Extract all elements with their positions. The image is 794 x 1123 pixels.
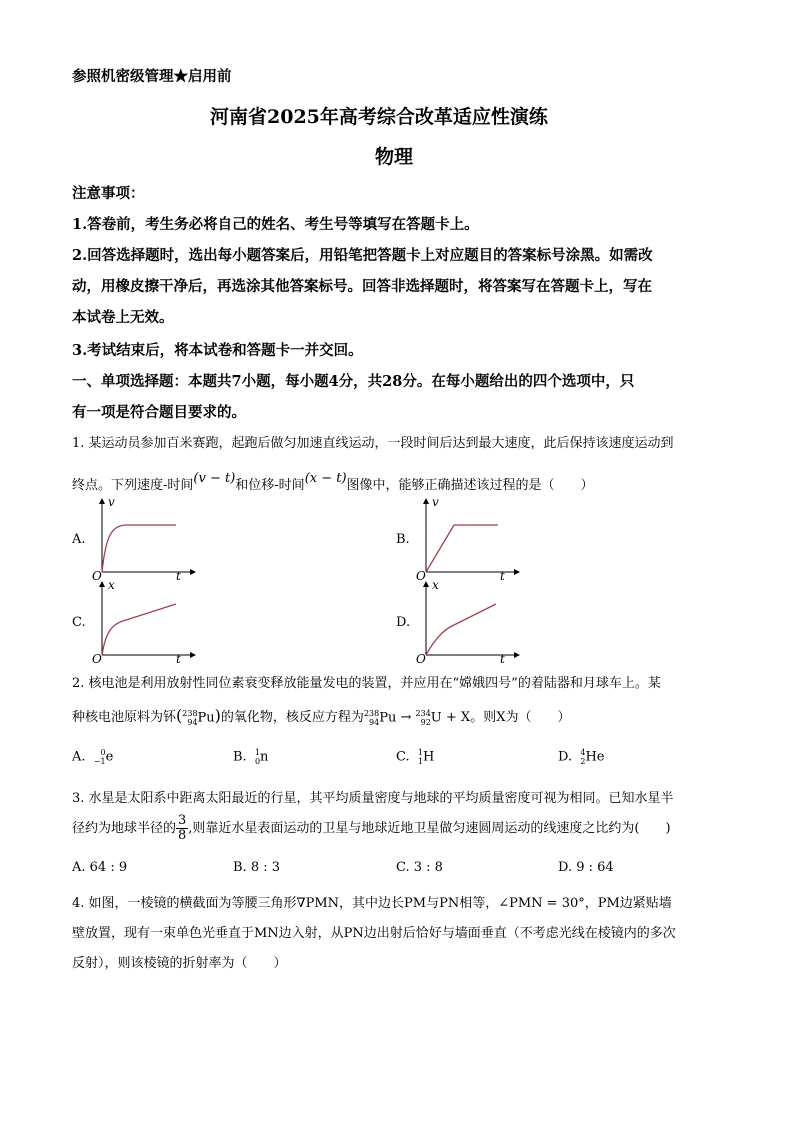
q3-option-c[interactable]: C. 3 : 8: [396, 860, 443, 875]
q1-text-a: 终点。下列速度-时间: [72, 478, 194, 493]
subject-title: 物理: [375, 146, 414, 168]
q3-option-a[interactable]: A. 64 : 9: [72, 860, 128, 875]
q1-graph-c-t-label: t: [176, 652, 181, 666]
q1-graph-d-t-label: t: [500, 652, 505, 666]
q1-graph-c-origin: O: [92, 652, 102, 666]
q1-option-c-label[interactable]: C.: [72, 615, 86, 630]
notes-item-2-line-2: 动，用橡皮擦干净后，再选涂其他答案标号。回答非选择题时，将答案写在答题卡上，写在: [72, 278, 652, 295]
q3-fraction: $\frac{3}{8}$: [178, 813, 187, 843]
q2-option-a[interactable]: A. 0 −1 e: [72, 748, 114, 766]
q3-option-b[interactable]: B. 8 : 3: [233, 860, 281, 875]
q1-graph-a[interactable]: [90, 494, 200, 584]
q1-graph-b-v-label: v: [432, 495, 439, 509]
q3-option-d[interactable]: D. 9 : 64: [558, 860, 614, 875]
q2-stem-line-2: 种核电池原料为钚( 238 94 Pu)的氧化物，核反应方程为 238 94 Pu → 234 92 U + X。则X为（ ）: [72, 706, 571, 727]
q3-text-b: ,则靠近水星表面运动的卫星与地球近地卫星做匀速圆周运动的线速度之比约为( ): [188, 821, 671, 836]
q1-graph-b[interactable]: [414, 494, 524, 584]
q2-text-c: 。则X为（ ）: [470, 710, 571, 725]
q2-plus-x: + X: [445, 710, 471, 725]
q1-graph-c[interactable]: [90, 577, 200, 667]
q2-stem-line-1: 2. 核电池是利用放射性同位素衰变释放能量发电的装置，并应用在“嫦娥四号”的着陆器和月球车上。某: [72, 676, 661, 691]
q1-option-a-label[interactable]: A.: [72, 532, 86, 547]
q2-reaction-u: 234 92 U: [415, 708, 442, 727]
notes-item-2-line-1: 2.回答选择题时，选出每小题答案后，用铅笔把答题卡上对应题目的答案标号涂黑。如需改: [72, 247, 653, 264]
q2-option-d[interactable]: D. 4 2 He: [558, 748, 605, 766]
q1-text-c: 图像中，能够正确描述该过程的是（ ）: [346, 478, 594, 493]
q1-graph-d[interactable]: [414, 577, 524, 667]
notes-heading: 注意事项：: [72, 185, 145, 202]
q1-stem-line-1: 1. 某运动员参加百米赛跑，起跑后做匀加速直线运动，一段时间后达到最大速度，此后保持该速度运动到: [72, 436, 674, 451]
q3-text-a: 径约为地球半径的: [72, 821, 177, 836]
q4-stem-line-1: 4. 如图，一棱镜的横截面为等腰三角形∇PMN，其中边长PM与PN相等，∠PMN = 30°，PM边紧贴墙: [72, 896, 672, 911]
q1-graph-a-t-label: t: [176, 569, 181, 583]
confidential-label: 参照机密级管理★启用前: [72, 68, 232, 85]
exam-title: 河南省2025年高考综合改革适应性演练: [210, 106, 548, 128]
notes-item-2-line-3: 本试卷上无效。: [72, 309, 174, 326]
q1-xt-label: (x − t): [304, 471, 347, 486]
q1-graph-a-v-label: v: [108, 495, 115, 509]
q3-stem-line-2: [72, 814, 671, 843]
q4-stem-line-2: 壁放置，现有一束单色光垂直于MN边入射，从PN边出射后恰好与墙面垂直（不考虑光线在棱镜内的多次: [72, 926, 676, 941]
q1-graph-c-x-label: x: [108, 578, 115, 592]
q1-option-b-label[interactable]: B.: [396, 532, 410, 547]
notes-item-1: 1.答卷前，考生务必将自己的姓名、考生号等填写在答题卡上。: [72, 216, 479, 233]
q1-graph-d-x-label: x: [432, 578, 439, 592]
q1-graph-b-origin: O: [416, 569, 426, 583]
q2-text-b: 的氧化物，核反应方程为: [220, 710, 364, 725]
q2-pu-nuclide: 238 94 Pu: [182, 708, 215, 727]
notes-item-3: 3.考试结束后，将本试卷和答题卡一并交回。: [72, 342, 363, 359]
section-1-line-2: 有一项是符合题目要求的。: [72, 404, 246, 421]
q1-graph-b-t-label: t: [500, 569, 505, 583]
q1-stem-line-2: [72, 471, 594, 493]
q1-vt-label: (v − t): [193, 471, 236, 486]
q1-graph-d-origin: O: [416, 652, 426, 666]
q2-option-c[interactable]: C. 1 1 H: [396, 748, 435, 766]
q1-graph-a-origin: O: [92, 569, 102, 583]
q4-stem-line-3: 反射），则该棱镜的折射率为（ ）: [72, 956, 287, 971]
section-1-line-1: 一、单项选择题：本题共7小题，每小题4分，共28分。在每小题给出的四个选项中，只: [72, 373, 635, 390]
q1-option-d-label[interactable]: D.: [396, 615, 411, 630]
q1-text-b: 和位移-时间: [235, 478, 305, 493]
q2-text-a: 种核电池原料为钚: [72, 710, 177, 725]
q2-option-b[interactable]: B. 1 0 n: [233, 748, 269, 766]
q3-stem-line-1: 3. 水星是太阳系中距离太阳最近的行星，其平均质量密度与地球的平均质量密度可视为相同。已知水星半: [72, 791, 674, 806]
q2-reaction-pu: 238 94 Pu: [363, 708, 397, 727]
